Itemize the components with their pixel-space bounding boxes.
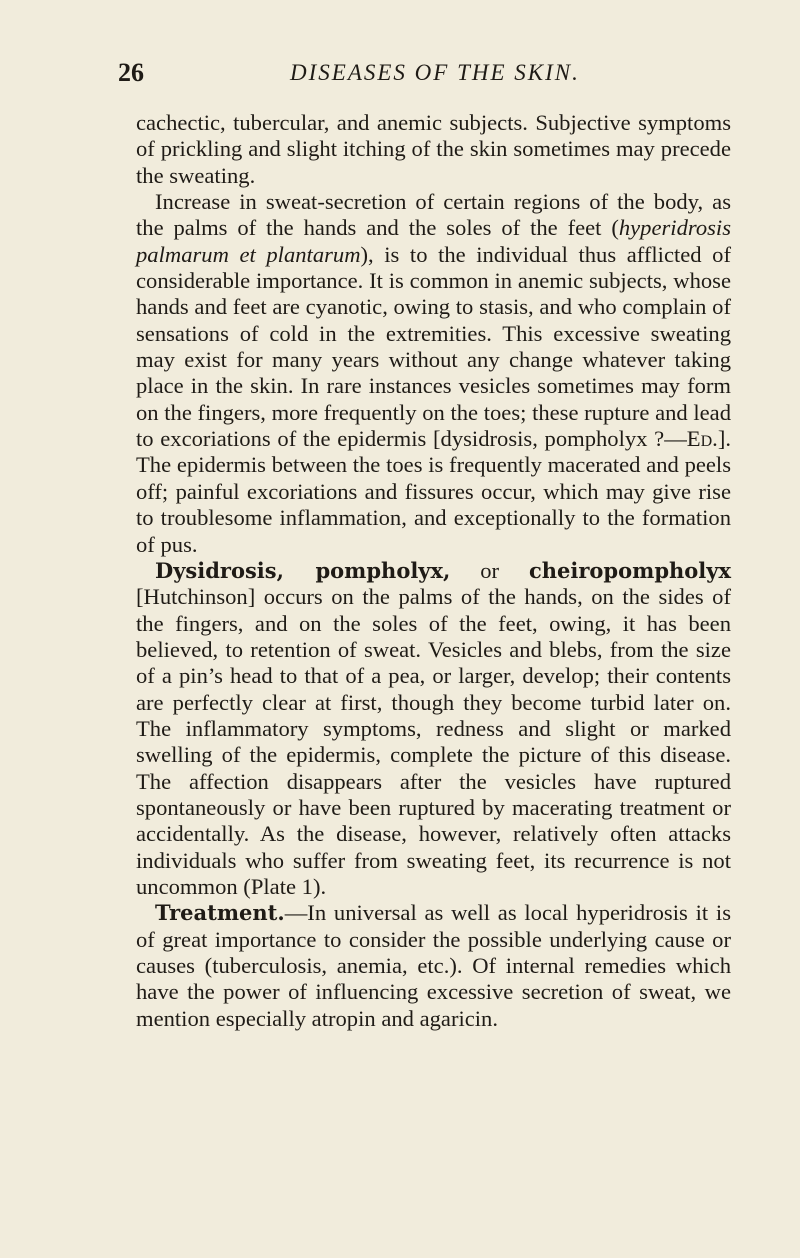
section-term: Treatment.: [155, 900, 285, 926]
page-header: [0, 58, 800, 98]
section-term: Dysidrosis, pompholyx,: [155, 557, 451, 583]
paragraph-dysidrosis: [136, 558, 731, 900]
text-run: or: [450, 557, 529, 583]
paragraph-hyperidrosis: [136, 189, 731, 558]
running-head: DISEASES OF THE SKIN.: [290, 60, 580, 85]
body-text: [136, 110, 731, 1032]
text-run: [Hutchinson] occurs on the palms of the hands, on the sides of the fingers, and on the soles of the feet, owing, it has been believed, to retention of sweat. Vesicles and blebs, from the size of a pin’s head to that of a pea, or larger, develop; their contents are perfectly clear at first, though they become turbid later on. The inflammatory symptoms, redness and slight or marked swelling of the epidermis, complete the picture of this disease. The affection disappears after the vesicles have ruptured spontaneously or have been ruptured by macerating treatment or accidentally. As the disease, however, relatively often attacks individuals who suffer from sweating feet, its recurrence is not uncommon (Plate 1).: [136, 584, 731, 899]
text-run: ), is to the individual thus afflicted of considerable importance. It is common in anemic subjects, whose hands and feet are cyanotic, owing to stasis, and who complain of sensations of cold in the extremities. This excessive sweating may exist for many years without any change whatever taking place in the skin. In rare instances vesicles sometimes may form on the fingers, more frequently on the toes; these rupture and lead to excoriations of the epidermis [dysidrosis, pompholyx ?—: [136, 241, 731, 452]
text-run: Increase in sweat-secretion of certain regions of the body, as the palms of the hands and the soles of the feet (: [136, 189, 731, 241]
text-run: ]. The epidermis between the toes is frequently macerated and peels off; painful excoriations and fissures occur, which may give rise to troublesome inflammation, and exceptionally to the formation of pus.: [136, 426, 731, 557]
page-number: 26: [118, 58, 144, 87]
paragraph-treatment: [136, 900, 731, 1032]
paragraph-continuation: [136, 110, 731, 189]
text-run: cachectic, tubercular, and anemic subjects. Subjective symptoms of prickling and slight itching of the skin sometimes may precede the sweating.: [136, 110, 731, 188]
editor-note: Ed.: [686, 426, 718, 452]
latin-term: hyperidrosis palmarum et plantarum: [136, 215, 731, 267]
section-term: cheiropompholyx: [528, 557, 731, 583]
text-run: —In universal as well as local hyperidrosis it is of great importance to consider the possible underlying cause or causes (tuberculosis, anemia, etc.). Of internal remedies which have the power of influencing excessive secretion of sweat, we mention especially atropin and agaricin.: [136, 900, 731, 1031]
